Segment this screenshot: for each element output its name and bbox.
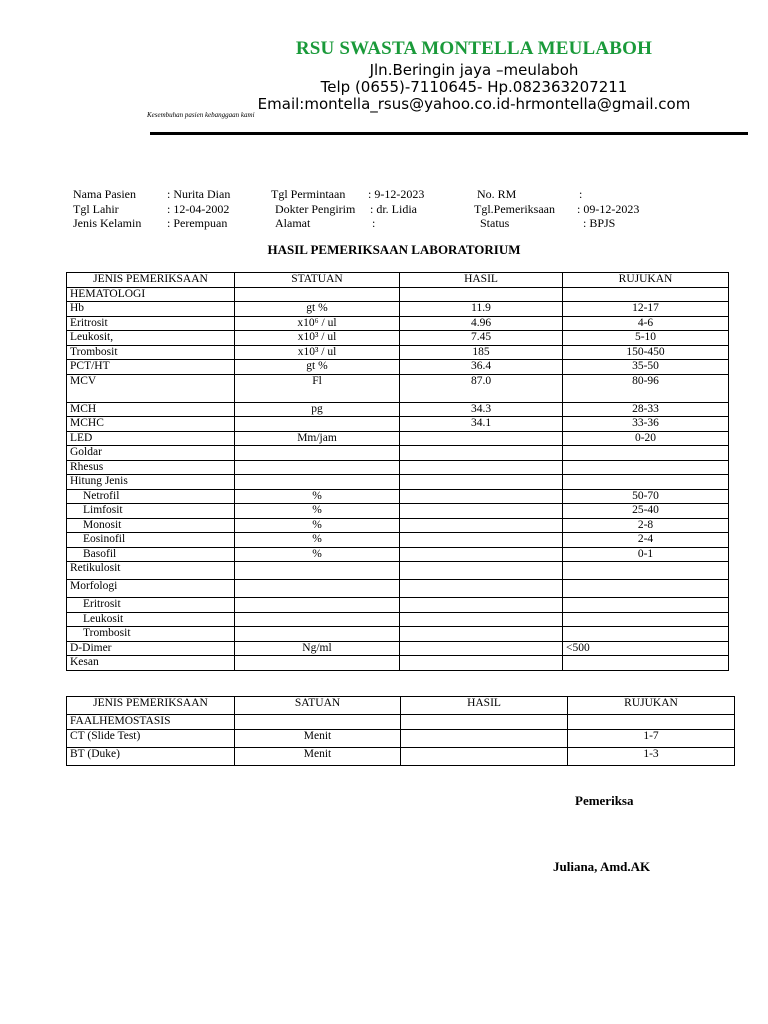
unit-cell: x10³ / ul [235,331,400,346]
exam-name-cell: Eritrosit [67,316,235,331]
address-label: Alamat [275,216,311,230]
exam-name-cell: Hitung Jenis [67,475,235,490]
patient-gender-label: Jenis Kelamin [73,216,142,230]
unit-cell: % [235,504,400,519]
result-cell [400,598,563,613]
exam-name-cell: PCT/HT [67,360,235,375]
table-header-row [67,697,735,715]
exam-name-cell: Monosit [67,518,235,533]
exam-name-cell: Eosinofil [67,533,235,548]
unit-cell: % [235,489,400,504]
column-header: HASIL [400,273,563,288]
exam-date-label: Tgl.Pemeriksaan [474,202,555,216]
table-row [67,446,729,461]
result-cell [400,446,563,461]
result-cell: 34.3 [400,402,563,417]
reference-cell: 2-4 [563,533,729,548]
examiner-label: Pemeriksa [575,793,634,808]
table-row [67,489,729,504]
reference-cell: 50-70 [563,489,729,504]
reference-cell [563,627,729,642]
unit-cell [235,598,400,613]
result-cell [400,475,563,490]
reference-cell: 35-50 [563,360,729,375]
exam-name-cell: Kesan [67,656,235,671]
result-cell [400,489,563,504]
reference-cell: 150-450 [563,345,729,360]
column-header: JENIS PEMERIKSAAN [67,273,235,288]
request-date-label: Tgl Permintaan [271,187,346,201]
patient-dob-label: Tgl Lahir [73,202,119,216]
unit-cell: % [235,518,400,533]
exam-name-cell: Limfosit [67,504,235,519]
reference-cell [563,287,729,302]
result-cell: 185 [400,345,563,360]
result-cell [400,431,563,446]
result-cell [400,518,563,533]
rm-label: No. RM [477,187,517,201]
unit-cell [235,656,400,671]
unit-cell: Ng/ml [235,641,400,656]
reference-cell: 25-40 [563,504,729,519]
exam-name-cell: MCH [67,402,235,417]
unit-cell: gt % [235,302,400,317]
unit-cell [235,460,400,475]
table-row [67,562,729,580]
request-date-value: : 9-12-2023 [368,187,425,201]
reference-cell: <500 [563,641,729,656]
table-row [67,316,729,331]
table-header-row [67,273,729,288]
reference-cell: 28-33 [563,402,729,417]
rm-value: : [579,187,583,201]
result-cell: 11.9 [400,302,563,317]
reference-cell: 1-3 [568,747,735,765]
unit-cell: Fl [235,374,400,402]
result-cell [400,656,563,671]
status-label: Status [480,216,510,230]
result-cell [400,562,563,580]
address-value: : [372,216,376,230]
column-header: RUJUKAN [568,697,735,715]
exam-date-value: : 09-12-2023 [577,202,640,216]
reference-cell: 0-1 [563,547,729,562]
result-cell [400,612,563,627]
patient-gender-value: : Perempuan [167,216,228,230]
unit-cell: % [235,533,400,548]
unit-cell: Mm/jam [235,431,400,446]
reference-cell: 4-6 [563,316,729,331]
result-cell [401,729,568,747]
examiner-name: Juliana, Amd.AK [553,859,651,874]
unit-cell [235,562,400,580]
table-row [67,729,735,747]
hospital-address: Jln.Beringin jaya –meulaboh [369,61,579,79]
header-divider [150,132,748,135]
table-row [67,598,729,613]
exam-name-cell: LED [67,431,235,446]
status-value: : BPJS [583,216,616,230]
reference-cell [563,656,729,671]
exam-name-cell: CT (Slide Test) [67,729,235,747]
unit-cell [235,612,400,627]
exam-name-cell: MCHC [67,417,235,432]
exam-name-cell: MCV [67,374,235,402]
reference-cell: 80-96 [563,374,729,402]
exam-name-cell: Retikulosit [67,562,235,580]
unit-cell: x10³ / ul [235,345,400,360]
reference-cell [563,580,729,598]
unit-cell: gt % [235,360,400,375]
exam-name-cell: BT (Duke) [67,747,235,765]
exam-name-cell: Leukosit, [67,331,235,346]
doctor-label: Dokter Pengirim [275,202,356,216]
unit-cell: pg [235,402,400,417]
exam-name-cell: Basofil [67,547,235,562]
result-cell: 7.45 [400,331,563,346]
unit-cell [235,627,400,642]
reference-cell: 1-7 [568,729,735,747]
table-row [67,547,729,562]
column-header: JENIS PEMERIKSAAN [67,697,235,715]
result-cell [400,627,563,642]
reference-cell [563,460,729,475]
reference-cell: 5-10 [563,331,729,346]
table-row [67,374,729,402]
patient-name-value: : Nurita Dian [167,187,231,201]
exam-name-cell: Leukosit [67,612,235,627]
table-row [67,302,729,317]
hospital-name: RSU SWASTA MONTELLA MEULABOH [295,38,653,59]
table-row [67,460,729,475]
unit-cell: % [235,547,400,562]
exam-name-cell: Rhesus [67,460,235,475]
result-cell: 36.4 [400,360,563,375]
result-cell [401,747,568,765]
reference-cell [563,475,729,490]
result-cell [400,504,563,519]
table-row [67,431,729,446]
exam-name-cell: Trombosit [67,627,235,642]
table-row [67,656,729,671]
result-cell [400,287,563,302]
patient-dob-value: : 12-04-2002 [167,202,230,216]
unit-cell [235,715,401,730]
reference-cell [568,715,735,730]
table-row [67,612,729,627]
exam-name-cell: Morfologi [67,580,235,598]
reference-cell: 2-8 [563,518,729,533]
result-cell: 87.0 [400,374,563,402]
table-row [67,641,729,656]
result-cell: 34.1 [400,417,563,432]
table-row [67,504,729,519]
table-row [67,747,735,765]
table-row [67,402,729,417]
hospital-phone: Telp (0655)-7110645- Hp.082363207211 [320,78,628,96]
reference-cell [563,562,729,580]
doctor-value: : dr. Lidia [370,202,417,216]
hospital-email: Email:montella_rsus@yahoo.co.id-hrmontella@gmail.com [257,95,691,113]
result-cell [400,533,563,548]
unit-cell: Menit [235,747,401,765]
unit-cell [235,287,400,302]
reference-cell [563,598,729,613]
reference-cell: 12-17 [563,302,729,317]
exam-name-cell: Goldar [67,446,235,461]
column-header: RUJUKAN [563,273,729,288]
table-row [67,345,729,360]
exam-name-cell: FAALHEMOSTASIS [67,715,235,730]
reference-cell [563,446,729,461]
hematology-table [66,272,729,671]
result-cell [400,580,563,598]
exam-name-cell: Hb [67,302,235,317]
patient-name-label: Nama Pasien [73,187,136,201]
column-header: HASIL [401,697,568,715]
unit-cell: x10⁶ / ul [235,316,400,331]
unit-cell [235,580,400,598]
table-row [67,360,729,375]
table-row [67,533,729,548]
table-row [67,518,729,533]
reference-cell [563,612,729,627]
result-cell [400,641,563,656]
exam-name-cell: Eritrosit [67,598,235,613]
unit-cell: Menit [235,729,401,747]
table-row [67,331,729,346]
table-row [67,627,729,642]
table-row [67,417,729,432]
column-header: SATUAN [235,697,401,715]
table-row [67,475,729,490]
reference-cell: 0-20 [563,431,729,446]
result-cell: 4.96 [400,316,563,331]
exam-name-cell: HEMATOLOGI [67,287,235,302]
reference-cell: 33-36 [563,417,729,432]
table-row [67,580,729,598]
hospital-motto: Kesembuhan pasien kebanggaan kami [147,111,255,119]
table-row [67,715,735,730]
exam-name-cell: D-Dimer [67,641,235,656]
column-header: STATUAN [235,273,400,288]
exam-name-cell: Trombosit [67,345,235,360]
unit-cell [235,446,400,461]
result-cell [400,460,563,475]
unit-cell [235,475,400,490]
hemostasis-table [66,696,735,766]
table-row [67,287,729,302]
result-cell [400,547,563,562]
unit-cell [235,417,400,432]
report-title: HASIL PEMERIKSAAN LABORATORIUM [267,242,521,257]
result-cell [401,715,568,730]
exam-name-cell: Netrofil [67,489,235,504]
